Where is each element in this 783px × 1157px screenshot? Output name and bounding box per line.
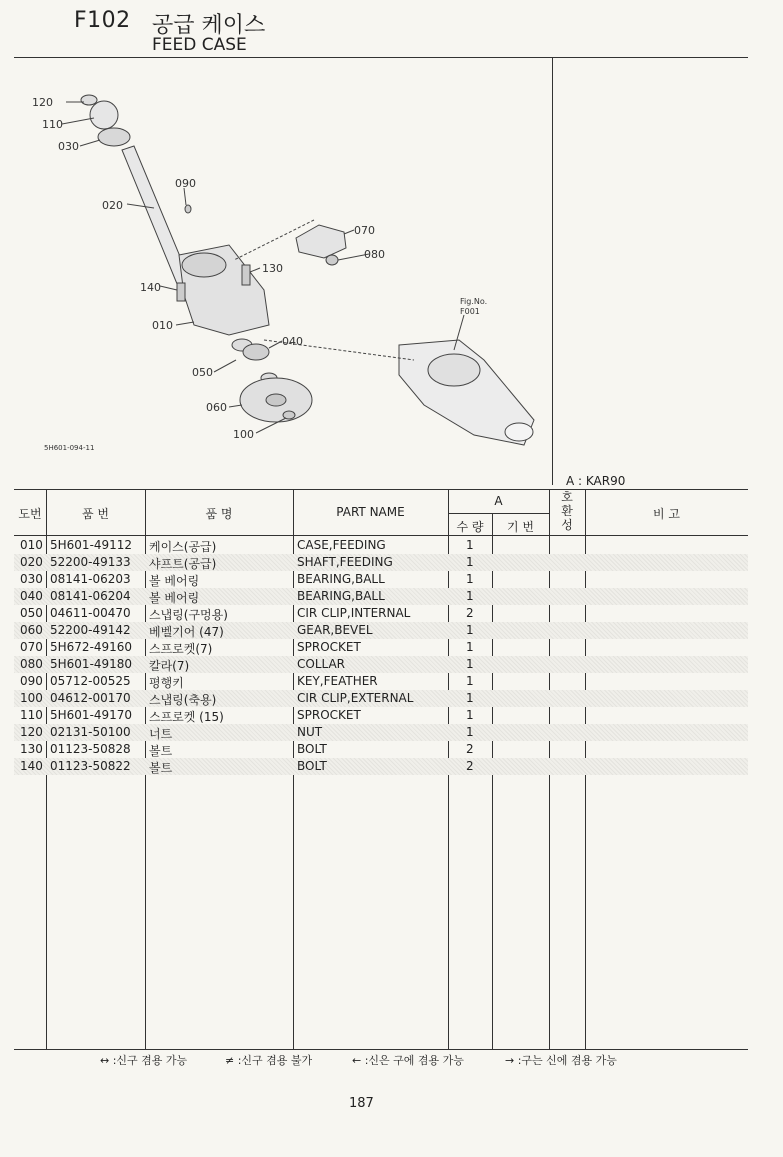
section-code: F102	[74, 8, 131, 33]
row-no: 070	[20, 640, 43, 654]
row-name-kr: 볼 베어링	[149, 591, 200, 605]
row-part-no: 01123-50822	[50, 759, 131, 773]
callout-030: 030	[58, 140, 79, 153]
table-row	[14, 656, 748, 673]
row-name-kr: 볼 베어링	[149, 574, 200, 588]
callout-020: 020	[102, 199, 123, 212]
table-row	[14, 639, 748, 656]
header-part-no: 품 번	[82, 507, 109, 521]
table-row	[14, 690, 748, 707]
row-qty: 1	[466, 555, 474, 569]
table-row	[14, 758, 748, 775]
row-name-en: BOLT	[297, 742, 327, 756]
row-name-kr: 스프로켓(7)	[149, 642, 213, 656]
row-name-kr: 스프로켓 (15)	[149, 710, 224, 724]
sprocket-small-part	[90, 101, 118, 129]
table-row	[14, 571, 748, 588]
table-row	[14, 622, 748, 639]
row-qty: 2	[466, 742, 474, 756]
row-part-no: 02131-50100	[50, 725, 131, 739]
row-name-en: CIR CLIP,INTERNAL	[297, 606, 411, 620]
row-no: 100	[20, 691, 43, 705]
row-qty: 1	[466, 657, 474, 671]
row-no: 050	[20, 606, 43, 620]
header-part-name-en: PART NAME	[336, 505, 405, 519]
row-name-en: CASE,FEEDING	[297, 538, 386, 552]
row-name-en: SHAFT,FEEDING	[297, 555, 393, 569]
legend-old-to-new: → :구는 신에 겸용 가능	[505, 1054, 617, 1067]
group-a-rule	[448, 513, 549, 514]
table-row	[14, 537, 748, 554]
key-part	[185, 205, 191, 213]
row-part-no: 52200-49142	[50, 623, 131, 637]
row-part-no: 5H601-49112	[50, 538, 133, 552]
row-qty: 1	[466, 674, 474, 688]
row-part-no: 52200-49133	[50, 555, 131, 569]
legend-not-compatible: ≠ :신구 겸용 불가	[225, 1054, 313, 1067]
row-name-en: CIR CLIP,EXTERNAL	[297, 691, 414, 705]
row-name-en: KEY,FEATHER	[297, 674, 378, 688]
row-qty: 1	[466, 572, 474, 586]
section-title-en: FEED CASE	[152, 35, 247, 55]
row-name-kr: 스냅링(구멍용)	[149, 608, 228, 622]
row-name-kr: 볼트	[149, 761, 173, 775]
section-title-kr: 공급 케이스	[152, 13, 266, 38]
row-name-kr: 스냅링(축용)	[149, 693, 217, 707]
table-row	[14, 707, 748, 724]
row-part-no: 04611-00470	[50, 606, 131, 620]
callout-110: 110	[42, 118, 63, 131]
table-row	[14, 588, 748, 605]
header-group-a: A	[494, 494, 503, 508]
callout-140: 140	[140, 281, 161, 294]
callout-100: 100	[233, 428, 254, 441]
callout-010: 010	[152, 319, 173, 332]
row-qty: 1	[466, 623, 474, 637]
row-name-en: COLLAR	[297, 657, 346, 671]
row-name-kr: 볼트	[149, 744, 173, 758]
row-name-kr: 너트	[149, 727, 173, 741]
page-number: 187	[349, 1096, 374, 1111]
row-part-no: 05712-00525	[50, 674, 131, 688]
callout-050: 050	[192, 366, 213, 379]
exploded-diagram	[14, 60, 552, 470]
table-row	[14, 554, 748, 571]
table-bottom-rule	[14, 1049, 748, 1050]
header-serial: 기 번	[507, 520, 534, 534]
row-no: 140	[20, 759, 43, 773]
row-no: 080	[20, 657, 43, 671]
row-no: 010	[20, 538, 43, 552]
row-no: 040	[20, 589, 43, 603]
row-qty: 1	[466, 538, 474, 552]
row-name-kr: 평행키	[149, 676, 184, 690]
row-name-kr: 케이스(공급)	[149, 540, 217, 554]
row-no: 090	[20, 674, 43, 688]
header-rule	[14, 57, 748, 58]
row-qty: 2	[466, 759, 474, 773]
header-interchange: 호 환 성	[561, 490, 573, 532]
row-qty: 1	[466, 589, 474, 603]
row-part-no: 04612-00170	[50, 691, 131, 705]
model-label: A : KAR90	[566, 474, 626, 488]
diagram-divider	[552, 57, 553, 485]
nut-part	[81, 95, 97, 105]
row-part-no: 5H601-49180	[50, 657, 133, 671]
row-no: 060	[20, 623, 43, 637]
row-name-en: SPROCKET	[297, 640, 361, 654]
sprocket-070-part	[296, 225, 346, 258]
row-part-no: 08141-06203	[50, 572, 131, 586]
fig-ref-line1: Fig.No.	[460, 297, 488, 306]
row-name-en: GEAR,BEVEL	[297, 623, 373, 637]
legend-compatible: ↔ :신구 겸용 가능	[100, 1054, 188, 1067]
row-no: 130	[20, 742, 43, 756]
table-top-rule	[14, 489, 748, 490]
row-name-kr: 베벨기어 (47)	[149, 625, 224, 639]
fig-ref-line2: F001	[460, 307, 480, 316]
callout-070: 070	[354, 224, 375, 237]
row-qty: 1	[466, 640, 474, 654]
callout-040: 040	[282, 335, 303, 348]
callout-080: 080	[364, 248, 385, 261]
collar-part	[326, 255, 338, 265]
row-part-no: 5H672-49160	[50, 640, 133, 654]
row-part-no: 01123-50828	[50, 742, 131, 756]
row-part-no: 5H601-49170	[50, 708, 133, 722]
table-row	[14, 741, 748, 758]
header-no: 도번	[18, 507, 42, 521]
table-row	[14, 605, 748, 622]
drawing-number: 5H601-094-11	[44, 444, 95, 452]
header-part-name-kr: 품 명	[205, 507, 233, 521]
row-no: 110	[20, 708, 43, 722]
row-qty: 2	[466, 606, 474, 620]
callout-120: 120	[32, 96, 53, 109]
row-qty: 1	[466, 708, 474, 722]
header-remarks: 비 고	[653, 507, 680, 521]
row-name-en: BEARING,BALL	[297, 572, 385, 586]
row-name-en: BEARING,BALL	[297, 589, 385, 603]
callout-090: 090	[175, 177, 196, 190]
table-row	[14, 673, 748, 690]
row-no: 030	[20, 572, 43, 586]
row-name-en: NUT	[297, 725, 323, 739]
row-qty: 1	[466, 691, 474, 705]
row-name-kr: 칼라(7)	[149, 659, 190, 673]
table-header-rule	[14, 535, 748, 536]
legend-new-to-old: ← :신은 구에 겸용 가능	[352, 1054, 464, 1067]
row-no: 120	[20, 725, 43, 739]
row-no: 020	[20, 555, 43, 569]
row-part-no: 08141-06204	[50, 589, 131, 603]
table-row	[14, 724, 748, 741]
row-name-en: BOLT	[297, 759, 327, 773]
row-name-kr: 샤프트(공급)	[149, 557, 217, 571]
row-name-en: SPROCKET	[297, 708, 361, 722]
bearing-top-part	[98, 128, 130, 146]
header-qty: 수 량	[456, 520, 484, 534]
callout-060: 060	[206, 401, 227, 414]
callout-130: 130	[262, 262, 283, 275]
row-qty: 1	[466, 725, 474, 739]
